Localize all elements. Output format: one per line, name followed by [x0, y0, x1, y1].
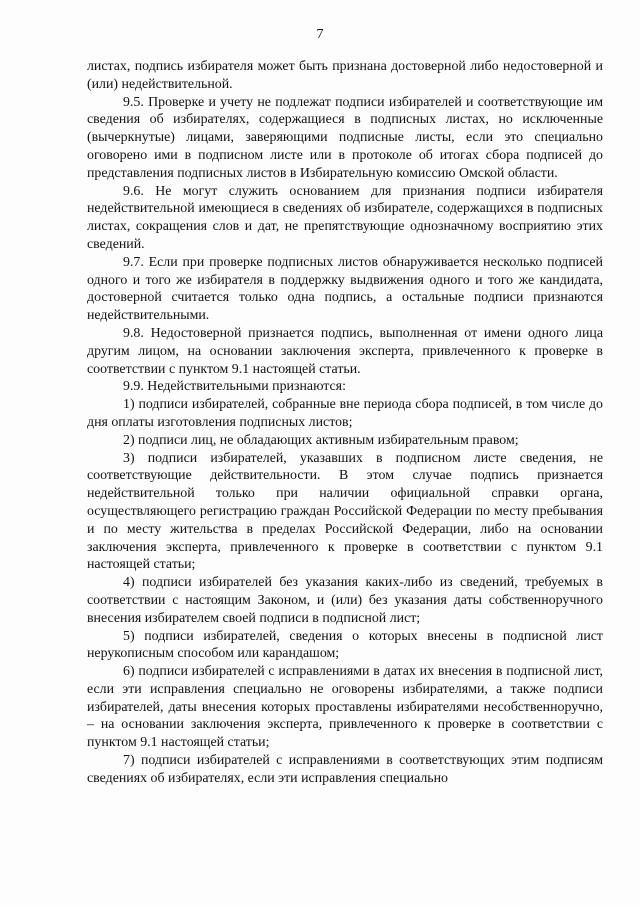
- paragraph: 9.8. Недостоверной признается подпись, выполненная от имени одного лица другим лицом, на основании заключения эксперта, привлеченного к проверке в соответствии с пунктом 9.1 настоящей статьи.: [87, 325, 603, 377]
- list-item: 6) подписи избирателей с исправлениями в датах их внесения в подписной лист, если эти исправления специально не оговорены избирателями, а также подписи избирателей, даты внесения которых проставлены избирателями несобственноручно, – на основании заключения эксперта, привлеченного к проверке в соответствии с пунктом 9.1 настоящей статьи;: [87, 664, 603, 751]
- list-item: 2) подписи лиц, не обладающих активным избирательным правом;: [123, 432, 519, 448]
- page-number: 7: [316, 27, 324, 42]
- document-body: [87, 58, 603, 788]
- paragraph: листах, подпись избирателя может быть признана достоверной либо недостоверной и (или) недействительной.: [87, 59, 603, 92]
- paragraph: 9.5. Проверке и учету не подлежат подписи избирателей и соответствующие им сведения об избирателях, содержащиеся в подписных листах, но исключенные (вычеркнутые) лицами, заверяющими подписные листы, если это специально оговорено ими в подписном листе или в протоколе об итогах сбора подписей до представления подписных листов в Избирательную комиссию Омской области.: [87, 94, 603, 181]
- list-item: 7) подписи избирателей с исправлениями в соответствующих этим подписям сведениях об избирателях, если эти исправления специально: [87, 753, 603, 786]
- list-item: 4) подписи избирателей без указания каких-либо из сведений, требуемых в соответствии с настоящим Законом, и (или) без указания даты собственноручного внесения избирателем своей подписи в подписной лист;: [87, 575, 603, 626]
- paragraph: 9.9. Недействительными признаются:: [123, 379, 346, 395]
- list-item: 3) подписи избирателей, указавших в подписном листе сведения, не соответствующие действительности. В этом случае подпись признается недействительной только при наличии официальной справки органа, осуществляющего регистрацию граждан Российской Федерации по месту пребывания и по месту жительства в пределах Российской Федерации, либо на основании заключения эксперта, привлеченного к проверке в соответствии с пунктом 9.1 настоящей статьи;: [87, 450, 603, 573]
- list-item: 1) подписи избирателей, собранные вне периода сбора подписей, в том числе до дня оплаты изготовления подписных листов;: [87, 397, 603, 430]
- paragraph: 9.6. Не могут служить основанием для признания подписи избирателя недействительной имеющиеся в сведениях об избирателе, содержащихся в подписных листах, сокращения слов и дат, не препятствующие однозначному восприятию этих сведений.: [87, 183, 603, 252]
- paragraph: 9.7. Если при проверке подписных листов обнаруживается несколько подписей одного и того же избирателя в поддержку выдвижения одного и того же кандидата, достоверной считается только одна подпись, а остальные подписи признаются недействительными.: [87, 254, 603, 324]
- list-item: 5) подписи избирателей, сведения о которых внесены в подписной лист нерукописным способом или карандашом;: [87, 628, 603, 662]
